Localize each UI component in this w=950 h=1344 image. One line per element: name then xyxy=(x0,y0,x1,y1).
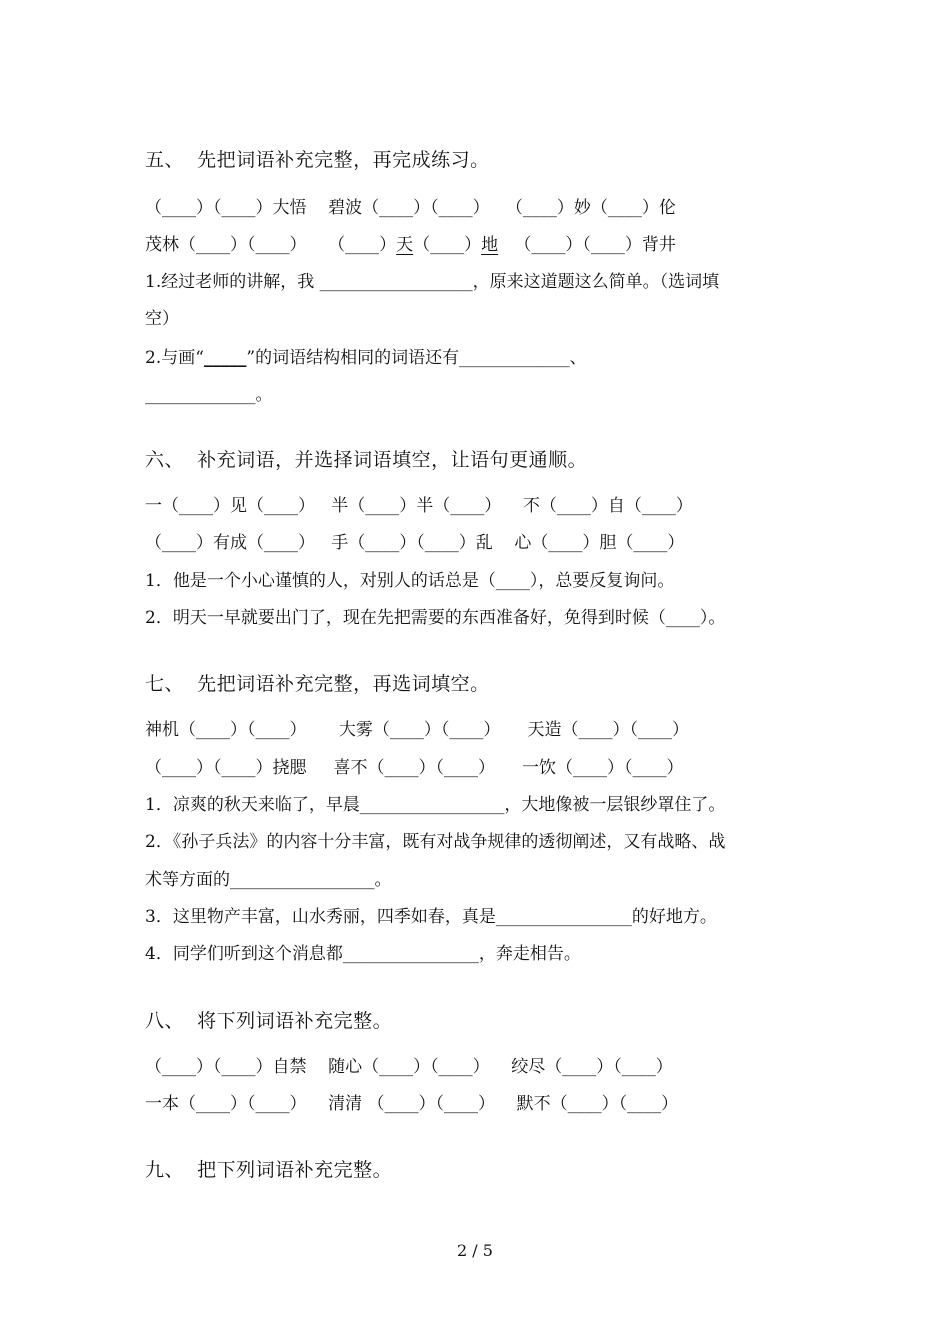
section-7-row-2: （____）（____）挠腮 喜不（____）（____） 一饮（____）（____） xyxy=(145,758,684,778)
section-7-question-2-cont: 术等方面的_________________。 xyxy=(145,870,392,890)
section-6-row-1: 一（____）见（____） 半（____）半（____） 不（____）自（____） xyxy=(145,496,693,516)
row-2-part-c: （____） xyxy=(413,235,482,255)
section-6-title: 六、 补充词语，并选择词语填空，让语句更通顺。 xyxy=(145,449,588,471)
section-5-question-2-cont: _____________。 xyxy=(145,385,273,405)
section-7-question-3: 3．这里物产丰富，山水秀丽，四季如春，真是________________的好地方。 xyxy=(145,907,717,927)
section-9-title: 九、 把下列词语补充完整。 xyxy=(145,1159,393,1181)
section-8-row-1: （____）（____）自禁 随心（____）（____） 绞尽（____）（____） xyxy=(145,1057,673,1077)
q2-bold-blank: _____ xyxy=(203,348,247,368)
section-5-question-2 xyxy=(145,346,587,370)
section-5-row-1: （____）（____）大悟 碧波（____）（____） （____）妙（____）伦 xyxy=(145,198,676,218)
section-7-row-1: 神机（____）（____） 大雾（____）（____） 天造（____）（____） xyxy=(145,720,689,740)
page-number: 2 / 5 xyxy=(457,1241,493,1260)
section-7-question-4: 4．同学们听到这个消息都________________，奔走相告。 xyxy=(145,944,581,964)
row-2-part-a: 茂林（____）（____） （____） xyxy=(145,235,397,255)
row-2-part-e: （____）（____）背井 xyxy=(498,235,676,255)
section-8-title: 八、 将下列词语补充完整。 xyxy=(145,1010,393,1032)
section-5-question-1-cont: 空） xyxy=(145,309,179,329)
section-6-question-2: 2．明天一早就要出门了，现在先把需要的东西准备好，免得到时候（____）。 xyxy=(145,608,726,628)
section-6-question-1: 1．他是一个小心谨慎的人，对别人的话总是（____），总要反复询问。 xyxy=(145,571,675,591)
underlined-word-di: 地 xyxy=(481,235,499,255)
section-5-question-1: 1.经过老师的讲解，我 __________________，原来这道题这么简单。（选词填 xyxy=(145,272,720,292)
q2-part-a: 2.与画“ xyxy=(145,348,204,368)
section-7-title: 七、 先把词语补充完整，再选词填空。 xyxy=(145,673,490,695)
underlined-word-tian: 天 xyxy=(396,235,414,255)
section-7-question-2: 2．《孙子兵法》的内容十分丰富，既有对战争规律的透彻阐述，又有战略、战 xyxy=(145,832,726,852)
section-5-title: 五、 先把词语补充完整，再完成练习。 xyxy=(145,149,490,171)
section-8-row-2: 一本（____）（____） 清清 （____）（____） 默不（____）（____） xyxy=(145,1094,679,1114)
q2-part-c: ”的词语结构相同的词语还有_____________、 xyxy=(246,348,587,368)
section-5-row-2 xyxy=(145,233,676,257)
section-6-row-2: （____）有成（____） 手（____）（____）乱 心（____）胆（____） xyxy=(145,533,685,553)
section-7-question-1: 1．凉爽的秋天来临了，早晨_________________，大地像被一层银纱罩住了。 xyxy=(145,795,726,815)
